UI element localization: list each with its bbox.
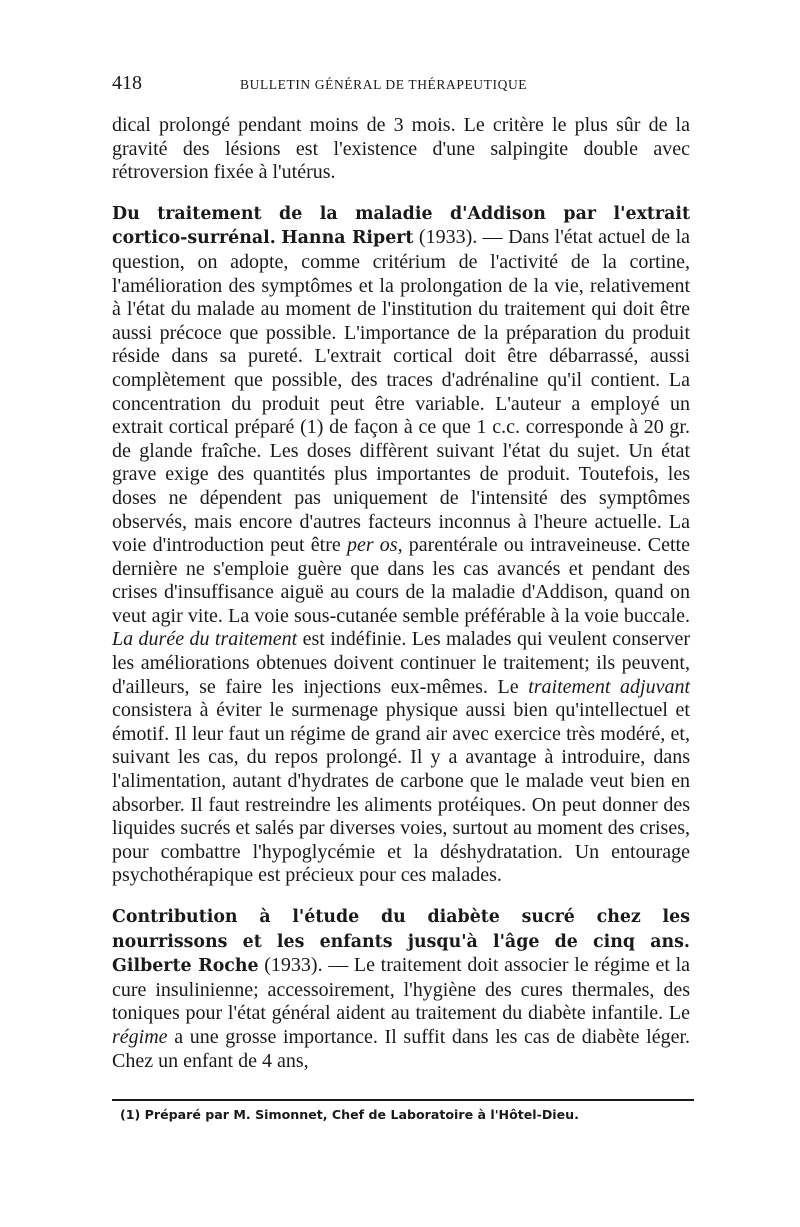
article-diabete-italic-1: régime xyxy=(112,1025,168,1048)
page-header xyxy=(112,72,692,100)
article-diabete-text-2: a une grosse importance. Il suffit dans les cas de diabète léger. Chez un enfant de 4 ans, xyxy=(112,1025,690,1072)
article-diabete-text-1: — Le traitement doit associer le régime et la cure insulinienne; accessoirement, l'hygiène des cures thermales, des toniques pour l'état général aident au traitement du diabète infantile. Le xyxy=(112,954,691,1025)
running-head: BULLETIN GÉNÉRAL DE THÉRAPEUTIQUE xyxy=(240,77,528,92)
article-diabete-author: Gilberte Roche xyxy=(112,956,259,977)
article-addison-text-4: consistera à éviter le surmenage physique aussi bien qu'intellectuel et émotif. Il leur faut un régime de grand air avec exercice très modéré, et, suivant les cas, du repos prolongé. Il y a avantage à introduire, dans l'alimentation, autant d'hydrates de carbone que le malade veut bien en absorber. Il faut restreindre les aliments protéiques. On peut donner des liquides sucrés et salés par diverses voies, surtout au moment des crises, pour combattre l'hypoglycémie et la déshydratation. Un entourage psychothérapique est précieux pour ces malades. xyxy=(112,699,690,887)
article-addison-year: (1933). xyxy=(418,226,478,249)
body-text xyxy=(112,114,690,1073)
article-diabete-year: (1933). xyxy=(264,954,323,977)
article-addison-text-1: — Dans l'état actuel de la question, on adopte, comme critérium de l'activité de la cortine, l'amélioration des symptômes et la prolongation de la vie, relativement à l'état du malade au moment de l'institution du traitement qui doit être aussi précoce que possible. L'importance de la préparation du produit réside dans sa pureté. L'extrait cortical doit être débarrassé, aussi complètement que possible, des traces d'adrénaline qu'il contient. La concentration du produit peut être variable. L'auteur a employé un extrait cortical préparé (1) de façon à ce que 1 c.c. corresponde à 20 gr. de glande fraîche. Les doses diffèrent suivant l'état du sujet. Un état grave exige des quantités plus importantes de produit. Toutefois, les doses ne dépendent pas uniquement de l'intensité des symptômes observés, mais encore d'autres facteurs inconnus à l'heure actuelle. La voie d'introduction peut être xyxy=(112,226,691,557)
article-addison-author: Hanna Ripert xyxy=(281,228,414,249)
article-addison-text-2: parentérale ou intraveineuse. Cette dernière ne s'emploie guère que dans les cas avancés et pendant des crises d'insuffisance aiguë au cours de la maladie d'Addison, quand on veut agir vite. La voie sous-cutanée semble préférable à la voie buccale. xyxy=(112,534,690,627)
article-addison-title: Du traitement de la maladie d'Addison par l'extrait cortico-surrénal. xyxy=(112,203,690,249)
article-addison-italic-3: traitement adjuvant xyxy=(528,675,691,698)
article-addison-italic-1: per os, xyxy=(346,534,403,557)
footnote: (1) Préparé par M. Simonnet, Chef de Laboratoire à l'Hôtel-Dieu. xyxy=(120,1107,579,1122)
article-addison xyxy=(112,202,690,888)
paragraph-continuation: dical prolongé pendant moins de 3 mois. Le critère le plus sûr de la gravité des lésions est l'existence d'une salpingite double avec rétroversion fixée à l'utérus. xyxy=(112,114,690,184)
page-number: 418 xyxy=(112,72,142,94)
article-addison-text-3: est indéfinie. Les malades qui veulent conserver les améliorations obtenues doivent continuer le traitement; ils peuvent, d'ailleurs, se faire les injections eux-mêmes. Le xyxy=(112,628,691,698)
footnote-divider xyxy=(112,1099,694,1101)
article-diabete-title: Contribution à l'étude du diabète sucré chez les nourrissons et les enfants jusqu'à l'âge de cinq ans. xyxy=(112,907,690,952)
article-diabete xyxy=(112,905,690,1073)
article-addison-italic-2: La durée du traitement xyxy=(112,628,298,651)
